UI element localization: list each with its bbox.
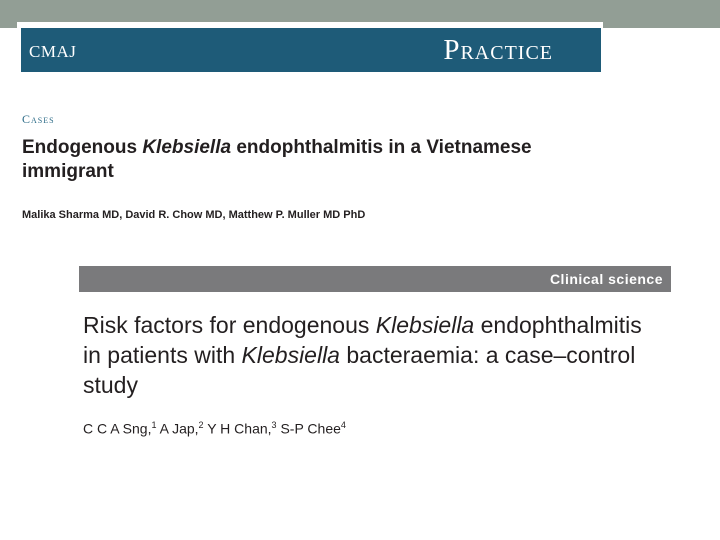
article-category: Cases bbox=[22, 112, 55, 126]
cmaj-article-card bbox=[17, 22, 603, 230]
author-list: Malika Sharma MD, David R. Chow MD, Matthew P. Muller MD PhD bbox=[22, 209, 366, 221]
journal-banner bbox=[21, 28, 601, 72]
clinical-science-article-card bbox=[79, 266, 671, 450]
journal-name: CMAJ bbox=[29, 42, 77, 61]
section-title: Practice bbox=[443, 34, 553, 66]
article-title: Endogenous Klebsiella endophthalmitis in a Vietnamese immigrant bbox=[22, 137, 532, 182]
article-title: Risk factors for endogenous Klebsiella endophthalmitis in patients with Klebsiella bacteraemia: a case–control study bbox=[83, 312, 642, 398]
section-banner bbox=[79, 266, 671, 292]
section-title: Clinical science bbox=[549, 271, 663, 287]
author-list: C C A Sng,$^1$ A Jap,$^2$ Y H Chan,$^3$ S-P Chee$^4$ bbox=[83, 420, 346, 437]
